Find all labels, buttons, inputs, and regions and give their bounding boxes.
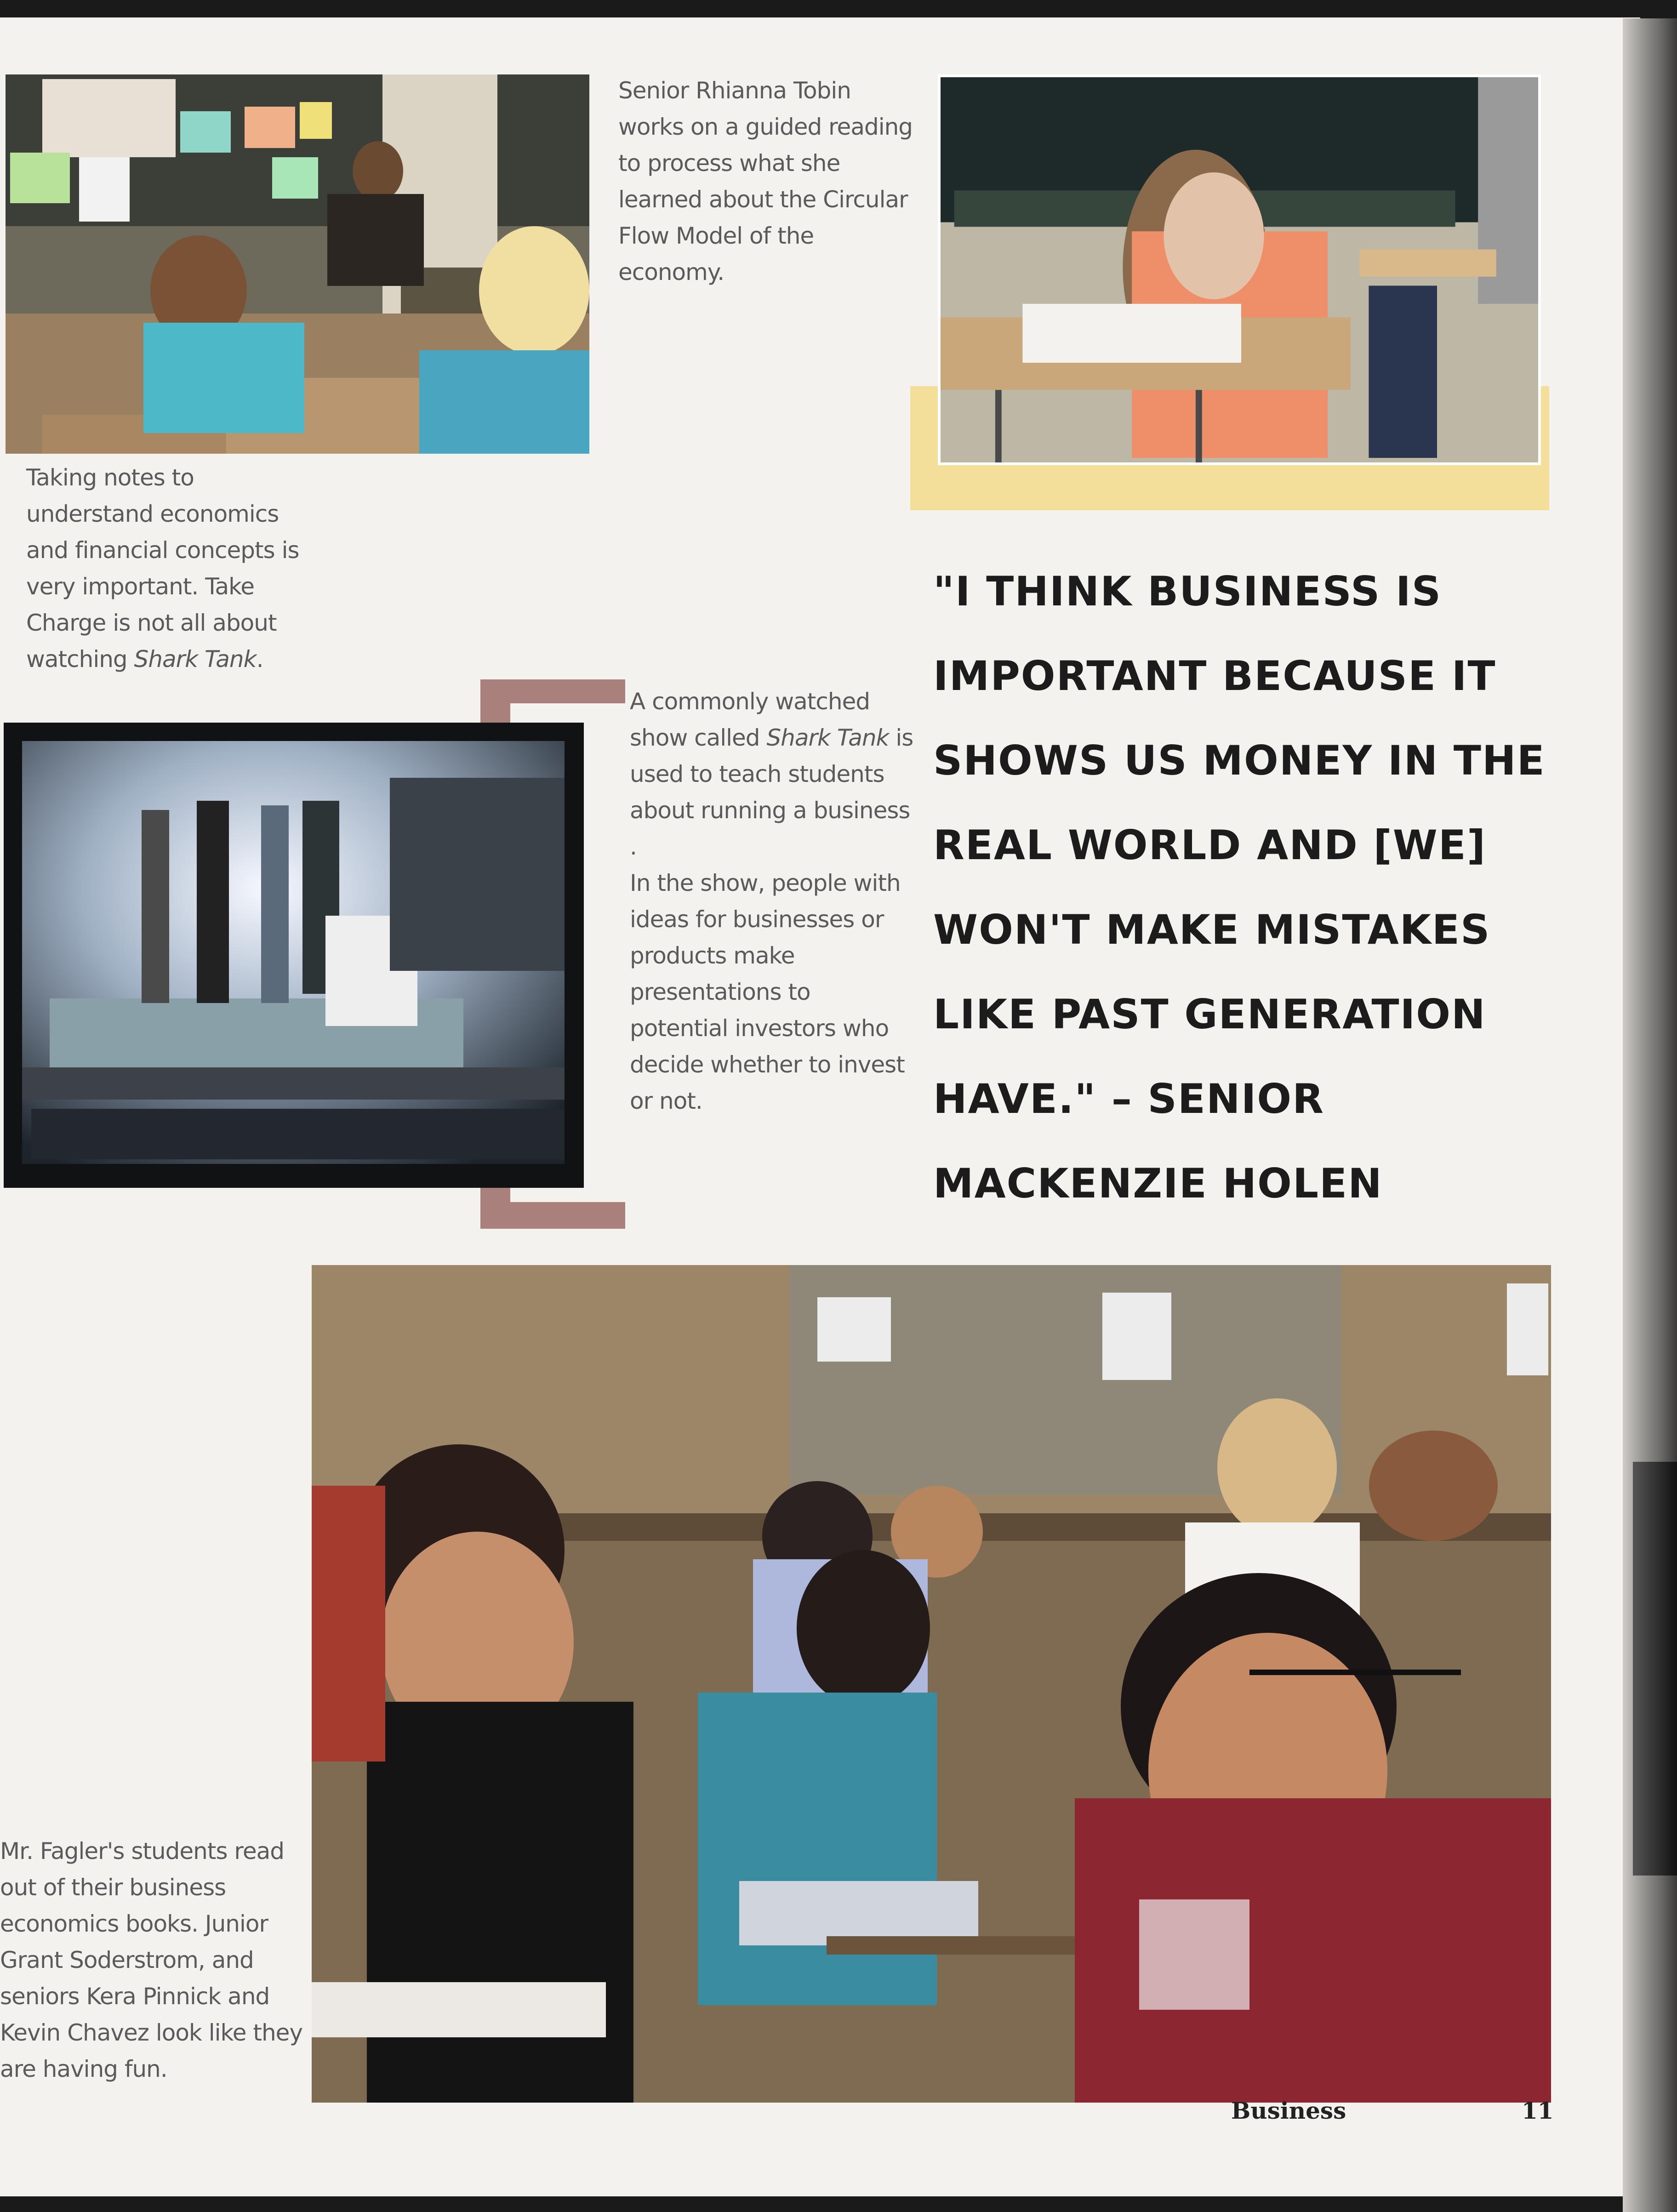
binding-shadow (1633, 1462, 1677, 1876)
photo-students-taking-notes (6, 74, 589, 454)
page-number: 11 (1522, 2097, 1554, 2124)
page-edge (1623, 18, 1677, 2212)
caption-shark-tank-rest: is used to teach students about running a business . In the show, people with ideas for businesses or products make presentations to potential investors who decide whether to invest or not. (630, 724, 913, 1114)
caption-shark-tank-show: Shark Tank (766, 724, 889, 751)
caption-fagler-students: Mr. Fagler's students read out of their business economics books. Junior Grant Soderstrom, and seniors Kera Pinnick and Kevin Chavez look like they are having fun. (0, 1838, 303, 2082)
caption-taking-notes (26, 460, 311, 678)
photo-rhianna-tobin (938, 74, 1541, 465)
caption-taking-notes-show: Shark Tank (134, 646, 257, 673)
photo-shark-tank-screen (4, 723, 584, 1188)
caption-taking-notes-text: Taking notes to understand economics and financial concepts is very important. Take Charge is not all about watching (26, 464, 299, 673)
pull-quote: "I THINK BUSINESS IS IMPORTANT BECAUSE IT SHOWS US MONEY IN THE REAL WORLD AND [WE] WON'T MAKE MISTAKES LIKE PAST GENERATION HAVE." – SENIOR MACKENZIE HOLEN (933, 568, 1546, 1207)
section-folio: Business (1231, 2097, 1346, 2124)
photo-students-reading-books (312, 1265, 1551, 2103)
caption-rhianna-tobin: Senior Rhianna Tobin works on a guided reading to process what she learned about the Circular Flow Model of the economy. (618, 77, 913, 285)
caption-shark-tank (630, 684, 915, 1119)
caption-shark-tank-text: A commonly watched show called (630, 688, 870, 751)
caption-taking-notes-end: . (256, 646, 263, 673)
